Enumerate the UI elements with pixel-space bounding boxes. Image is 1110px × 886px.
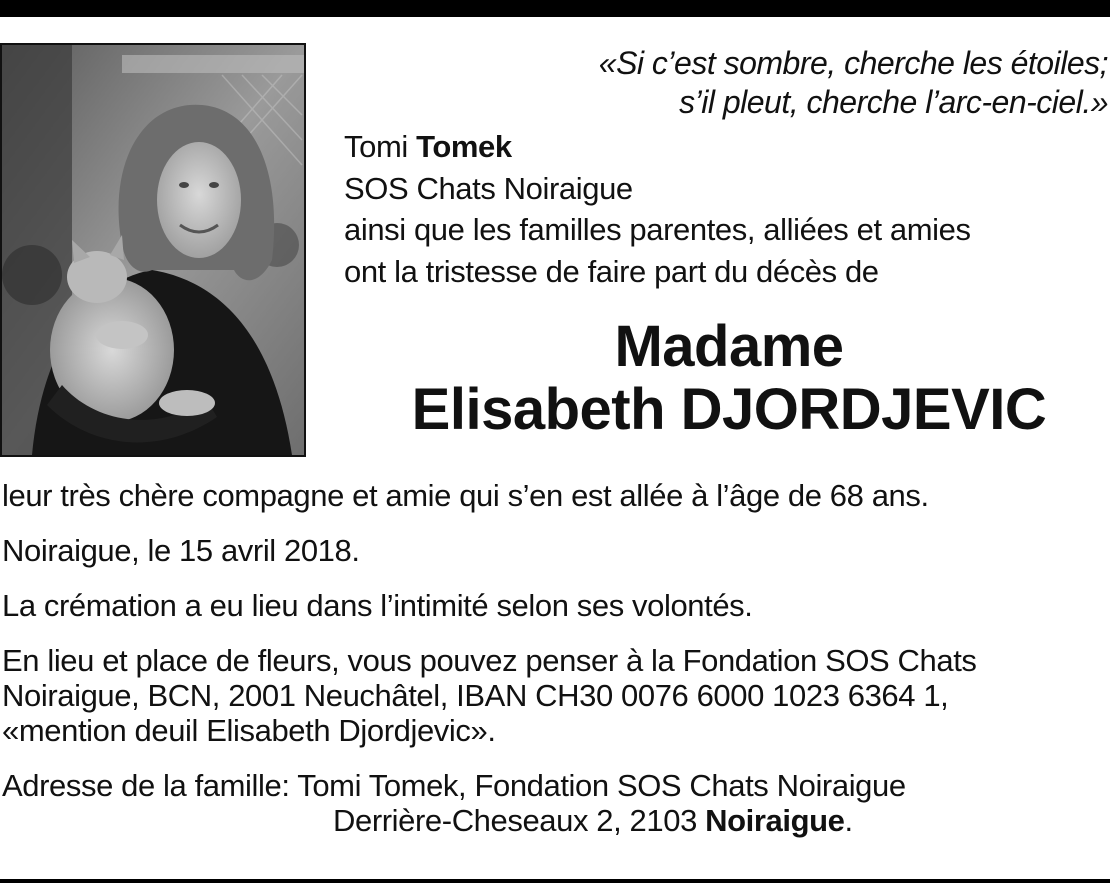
quote-line-1: «Si c’est sombre, cherche les étoiles; bbox=[598, 45, 1108, 81]
family-signatory bbox=[344, 126, 971, 168]
paragraph-family-address bbox=[2, 768, 1108, 838]
address-line-2 bbox=[2, 803, 1108, 838]
bottom-rule bbox=[0, 879, 1110, 883]
portrait-photo-illustration bbox=[2, 45, 304, 455]
paragraph-place-date: Noiraigue, le 15 avril 2018. bbox=[2, 533, 360, 568]
quote-line-2: s’il pleut, cherche l’arc-en-ciel.» bbox=[679, 84, 1108, 120]
top-rule bbox=[0, 0, 1110, 17]
deceased-name: Elisabeth DJORDJEVIC bbox=[411, 377, 1047, 442]
donation-line-1: En lieu et place de fleurs, vous pouvez penser à la Fondation SOS Chats bbox=[2, 643, 977, 678]
address-period: . bbox=[844, 803, 853, 838]
epigraph-quote bbox=[348, 44, 1108, 122]
donation-line-2: Noiraigue, BCN, 2001 Neuchâtel, IBAN CH30 0076 6000 1023 6364 1, bbox=[2, 678, 949, 713]
address-city: Noiraigue bbox=[705, 803, 845, 838]
address-street: Derrière-Cheseaux 2, 2103 bbox=[333, 803, 706, 838]
signatory-first-name: Tomi bbox=[344, 129, 408, 164]
deceased-name-heading bbox=[344, 315, 1110, 441]
signatory-last-name: Tomek bbox=[416, 129, 512, 164]
donation-line-3: «mention deuil Elisabeth Djordjevic». bbox=[2, 713, 496, 748]
paragraph-donation bbox=[2, 643, 1108, 748]
family-announcement bbox=[344, 126, 971, 292]
address-line-1: Adresse de la famille: Tomi Tomek, Fondation SOS Chats Noiraigue bbox=[2, 768, 906, 803]
deceased-title: Madame bbox=[614, 314, 844, 379]
family-line-organization: SOS Chats Noiraigue bbox=[344, 170, 633, 206]
family-line-announcement: ont la tristesse de faire part du décès de bbox=[344, 253, 879, 289]
paragraph-cremation: La crémation a eu lieu dans l’intimité selon ses volontés. bbox=[2, 588, 753, 623]
family-line-relatives: ainsi que les familles parentes, alliées et amies bbox=[344, 212, 971, 247]
paragraph-relationship: leur très chère compagne et amie qui s’en est allée à l’âge de 68 ans. bbox=[2, 478, 929, 513]
portrait-photo bbox=[0, 43, 306, 457]
obituary-body bbox=[2, 478, 1108, 838]
